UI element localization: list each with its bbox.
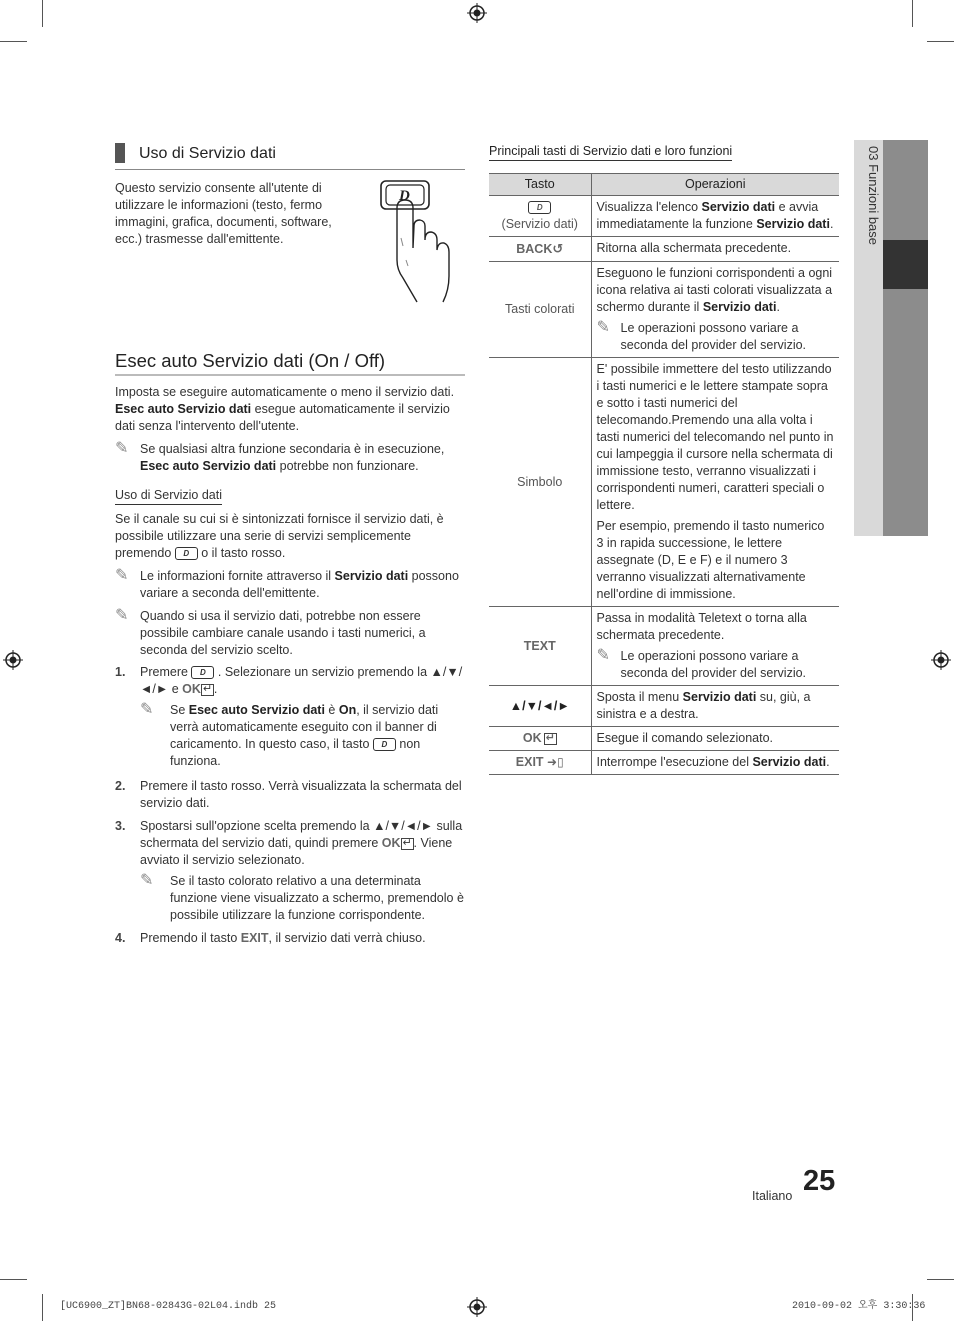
key-cell: OK↵ (489, 727, 591, 751)
registration-mark-icon (467, 1297, 487, 1317)
step-3: 3. Spostarsi sull'opzione scelta premendo la ▲/▼/◄/► sulla schermata del servizio dati, quindi premere OK↵ . Viene avviato il servizio selezionato. ✎ Se il tasto colorato relativo a una determinata funzione viene visualizzato a schermo, premendolo è possibile utilizzare la funzione corrispondente. (115, 818, 465, 924)
note-pencil-icon: ✎ (115, 607, 129, 624)
key-cell: BACK↺ (489, 237, 591, 262)
paragraph: Imposta se eseguire automaticamente o meno il servizio dati. Esec auto Servizio dati esegue automaticamente il servizio dati senza l'intervento dell'utente. (115, 385, 455, 433)
note: ✎ Le operazioni possono variare a seconda del provider del servizio. (596, 319, 807, 352)
column-header-key: Tasto (489, 174, 591, 196)
note: ✎ Se il tasto colorato relativo a una determinata funzione viene visualizzato a schermo, premendolo è possibile utilizzare la funzione corrispondente. (140, 872, 464, 922)
section-title: Uso di Servizio dati (139, 144, 276, 162)
crop-mark (42, 1294, 43, 1321)
heading-bar (115, 143, 125, 163)
operation-cell: Interrompe l'esecuzione del Servizio dati. (591, 751, 839, 775)
key-cell: Tasti colorati (489, 262, 591, 358)
key-functions-table (489, 173, 839, 775)
key-cell: EXIT ➜▯ (489, 751, 591, 775)
crop-mark (42, 0, 43, 27)
section-heading (115, 143, 465, 170)
registration-mark-icon (3, 650, 23, 670)
table-header-row (489, 174, 839, 196)
table-row (489, 751, 839, 775)
footer-language: Italiano (752, 1189, 793, 1203)
note: ✎ Se qualsiasi altra funzione secondaria è in esecuzione, Esec auto Servizio dati potrebbe non funzionare. (115, 440, 445, 473)
chapter-tab-marker (883, 240, 928, 289)
table-row (489, 196, 839, 237)
key-cell: ▲/▼/◄/► (489, 686, 591, 727)
note-pencil-icon: ✎ (115, 567, 129, 584)
note: ✎ Le informazioni fornite attraverso il Servizio dati possono variare a seconda dell'emittente. (115, 567, 459, 600)
operation-cell: E' possibile immettere del testo utilizzando i tasti numerici e le lettere stampate sopra e sotto i tasti numerici del telecomando.Premendo una alla volta i tasti numerici del telecomando nel punto in cui lampeggia il cursore nella schermata di immissione testo, verranno visualizzati i corrispondenti numeri, caratteri speciali o lettere. Per esempio, premendo il tasto numerico 3 in rapida successione, le lettere assegnate (D, E e F) e il numero 3 verranno visualizzati alternativamente nell'ordine di immissione. (591, 358, 839, 607)
crop-mark (0, 1279, 27, 1280)
step-4: 4. Premendo il tasto EXIT, il servizio dati verrà chiuso. (115, 931, 426, 945)
intro-block (115, 180, 465, 308)
operation-cell: Esegue il comando selezionato. (591, 727, 839, 751)
step-2: 2. Premere il tasto rosso. Verrà visualizzata la schermata del servizio dati. (115, 779, 462, 810)
operation-cell: Passa in modalità Teletext o torna alla schermata precedente. ✎ Le operazioni possono variare a seconda del provider del servizio. (591, 607, 839, 686)
data-button-icon: D (528, 201, 551, 214)
left-column (115, 143, 465, 947)
chapter-tab-dark (883, 140, 928, 536)
note-pencil-icon: ✎ (596, 319, 610, 336)
table-row (489, 686, 839, 727)
registration-mark-icon (931, 650, 951, 670)
data-button-letter: D (399, 188, 410, 204)
data-button-icon: D (373, 738, 396, 751)
chapter-tab-label: 03 Funzioni base (866, 146, 881, 246)
operation-cell: Eseguono le funzioni corrispondenti a ogni icona relativa ai tasti colorati visualizzata a schermo durante il Servizio dati. ✎ Le operazioni possono variare a seconda del provider del servizio. (591, 262, 839, 358)
table-row (489, 607, 839, 686)
paragraph: Se il canale su cui si è sintonizzati fornisce il servizio dati, è possibile utilizzare una serie di servizi semplicemente premendo D o il tasto rosso. (115, 512, 444, 560)
print-slug-date: 2010-09-02 오후 3:30:36 (792, 1301, 926, 1312)
note-pencil-icon: ✎ (140, 872, 154, 889)
enter-icon (544, 733, 557, 745)
registration-mark-icon (467, 3, 487, 23)
data-button-icon: D (191, 666, 214, 679)
crop-mark (912, 0, 913, 27)
table-row (489, 237, 839, 262)
data-button-icon: D (175, 547, 198, 560)
table-row (489, 358, 839, 607)
section-title-auto: Esec auto Servizio dati (On / Off) (115, 352, 465, 376)
exit-icon: ➜▯ (547, 755, 564, 769)
enter-icon (201, 684, 214, 696)
back-arrow-icon: ↺ (552, 241, 564, 256)
crop-mark (0, 41, 27, 42)
column-header-operations: Operazioni (591, 174, 839, 196)
hand-pressing-button-icon (377, 178, 461, 308)
table-title: Principali tasti di Servizio dati e loro funzioni (489, 143, 732, 161)
table-row (489, 262, 839, 358)
table-row (489, 727, 839, 751)
key-cell: Simbolo (489, 358, 591, 607)
note: ✎ Quando si usa il servizio dati, potrebbe non essere possibile cambiare canale usando i tasti numerici, a seconda del servizio scelto. (115, 607, 426, 657)
key-cell: D (Servizio dati) (489, 196, 591, 237)
note: ✎ Se Esec auto Servizio dati è On, il servizio dati verrà automaticamente eseguito con il banner di caricamento. In questo caso, il tasto D non funziona. (140, 701, 439, 768)
subheading: Uso di Servizio dati (115, 487, 222, 505)
key-cell: TEXT (489, 607, 591, 686)
operation-cell: Visualizza l'elenco Servizio dati e avvia immediatamente la funzione Servizio dati. (591, 196, 839, 237)
enter-icon (401, 838, 414, 850)
intro-text: Questo servizio consente all'utente di utilizzare le informazioni (testo, fermo immagini, grafica, documenti, software, ecc.) trasmesse dall'emittente. (115, 181, 332, 246)
step-1: 1. Premere D . Selezionare un servizio premendo la ▲/▼/◄/► e OK↵ . ✎ Se Esec auto Servizio dati è On, il servizio dati verrà automaticamente eseguito con il banner di caricamento. In questo caso, il tasto D non funziona. (115, 664, 465, 770)
note-pencil-icon: ✎ (596, 647, 610, 664)
operation-cell: Ritorna alla schermata precedente. (591, 237, 839, 262)
note-pencil-icon: ✎ (140, 701, 154, 718)
note-pencil-icon: ✎ (115, 440, 129, 457)
note: ✎ Le operazioni possono variare a seconda del provider del servizio. (596, 647, 807, 680)
right-column (489, 143, 839, 775)
crop-mark (927, 1279, 954, 1280)
crop-mark (927, 41, 954, 42)
page-number: 25 (803, 1165, 836, 1197)
print-slug-file: [UC6900_ZT]BN68-02843G-02L04.indb 25 (60, 1301, 277, 1312)
operation-cell: Sposta il menu Servizio dati su, giù, a sinistra e a destra. (591, 686, 839, 727)
